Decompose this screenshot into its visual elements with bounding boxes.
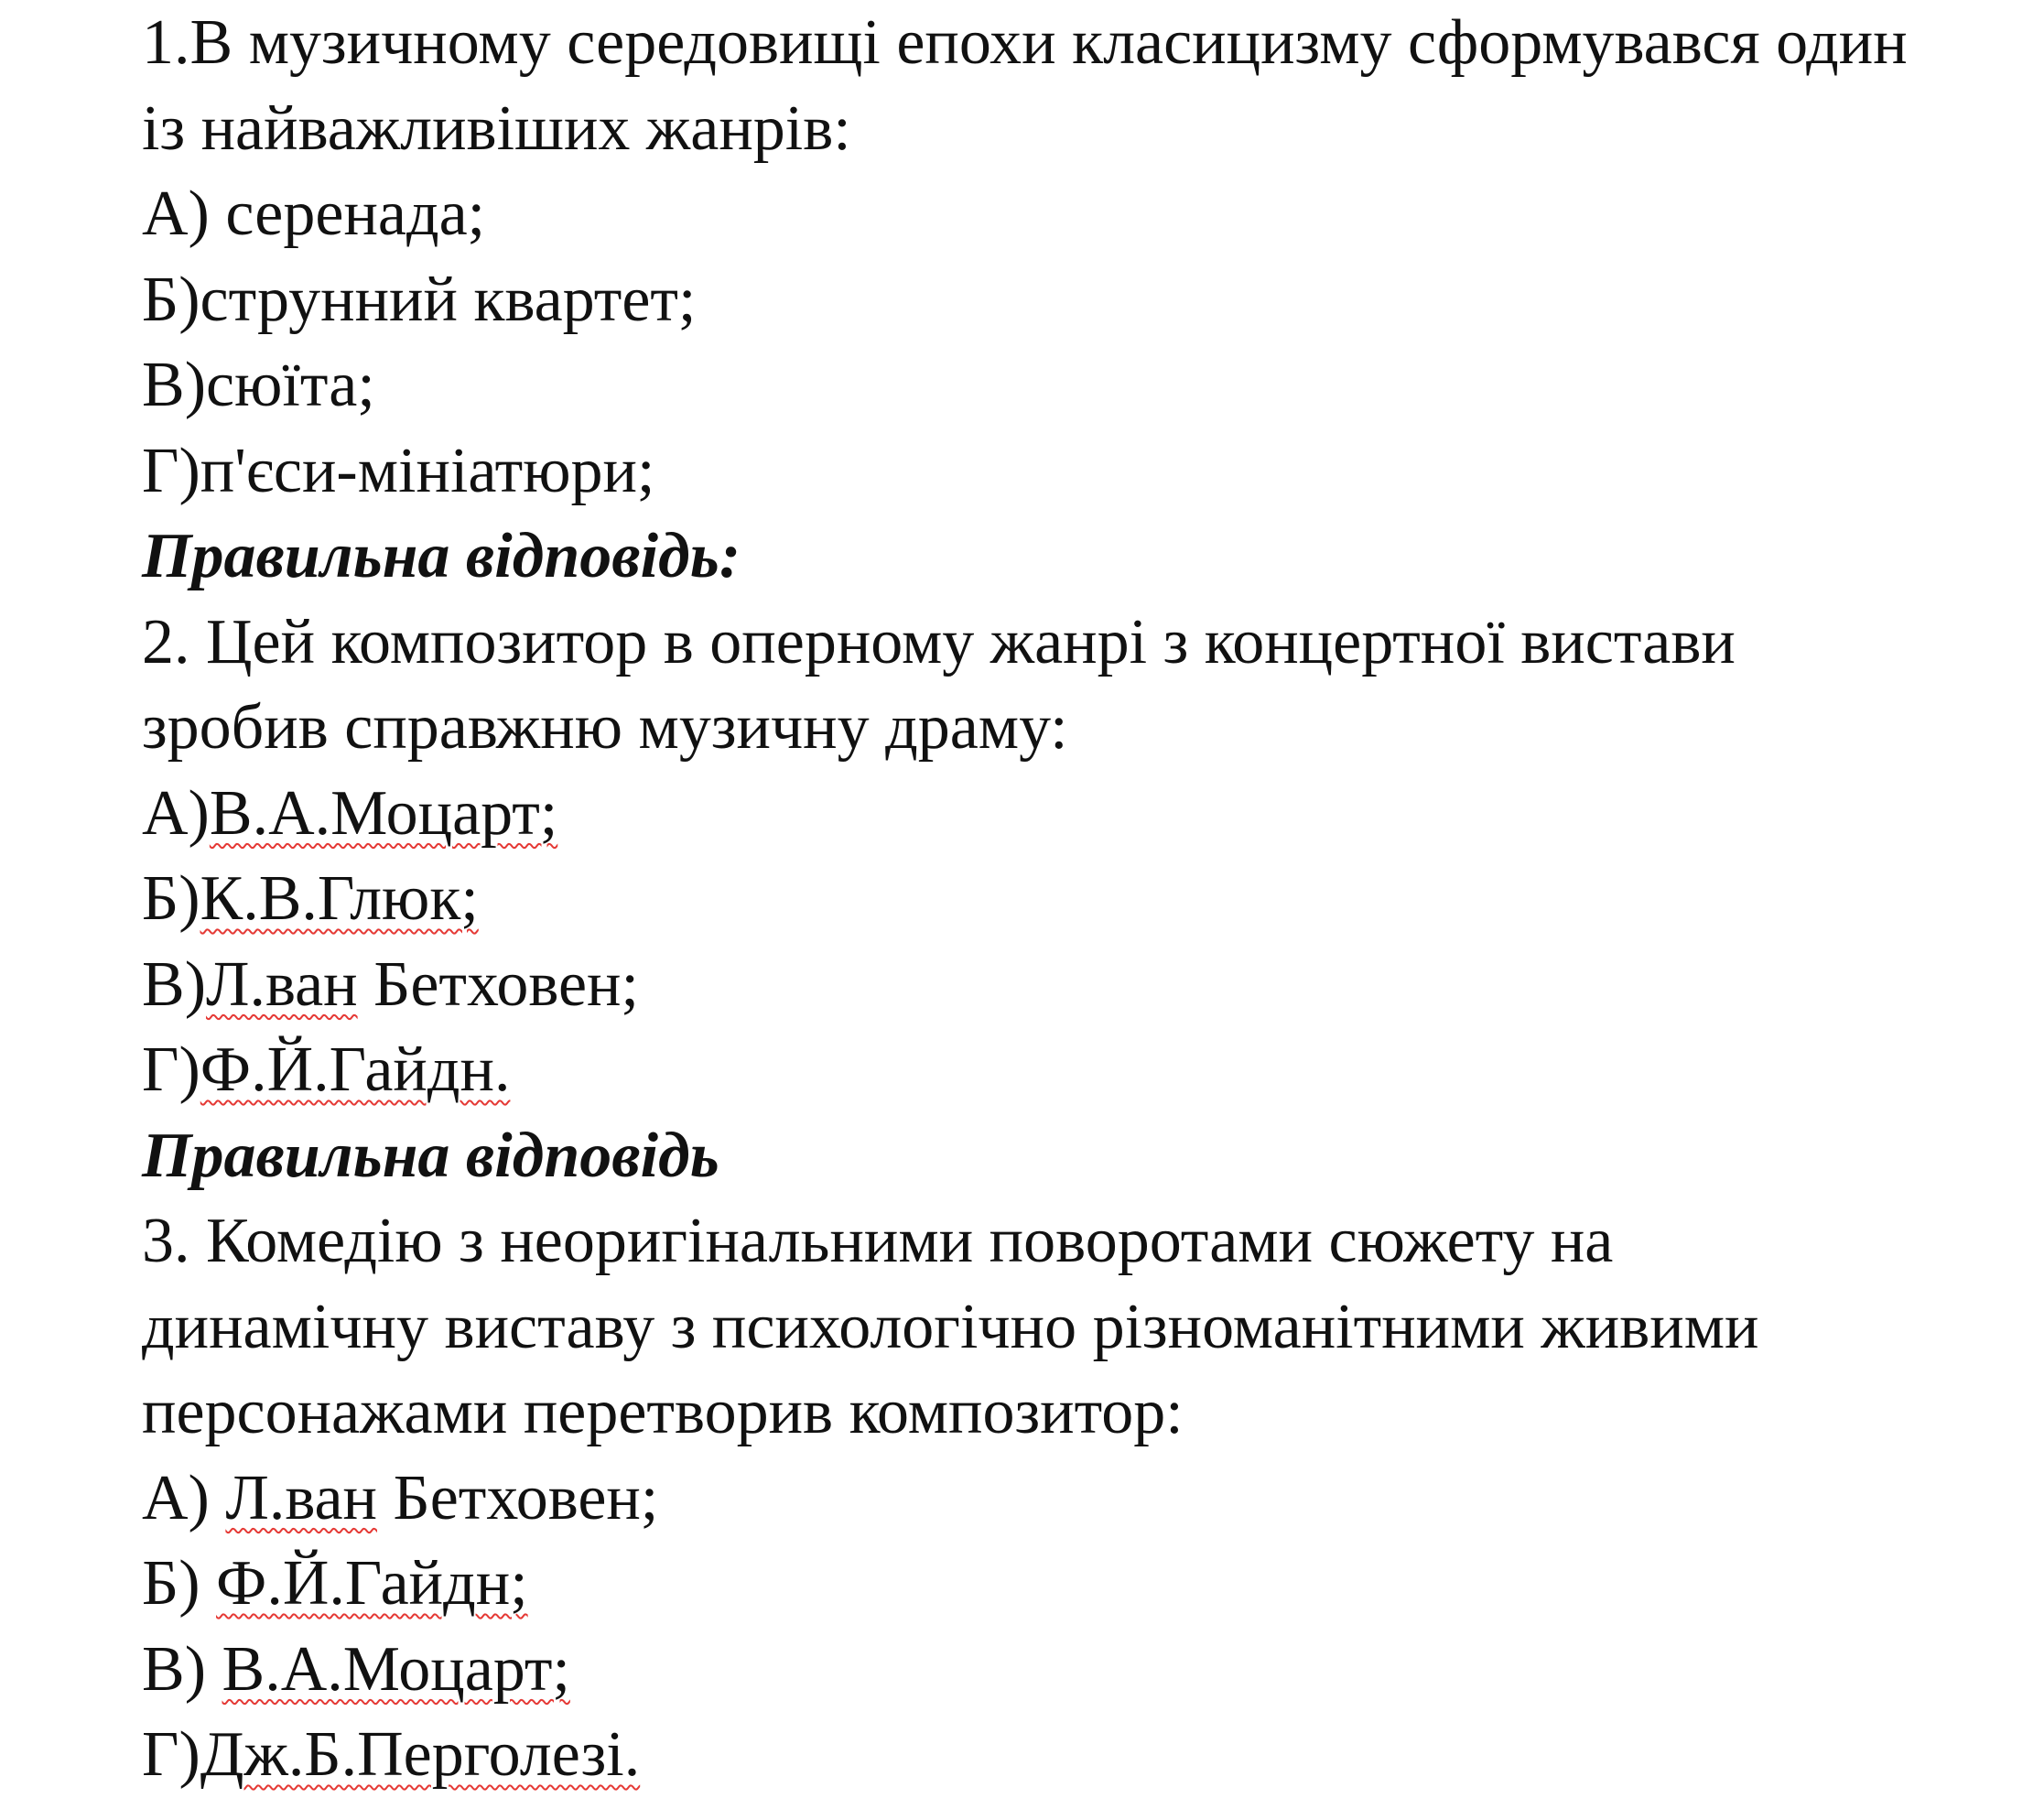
option-text: Дж.Б.Перголезі. bbox=[200, 1719, 641, 1790]
question-text-line: 3. Комедію з неоригінальними поворотами сюжету на bbox=[142, 1206, 1614, 1276]
question-text-line: 1.В музичному середовищі епохи класицизму сформувався один bbox=[142, 7, 1908, 78]
option-text: серенада; bbox=[225, 179, 486, 249]
question-text-line: 2. Цей композитор в оперному жанрі з концертної вистави bbox=[142, 606, 1736, 677]
option-text: Л.ван bbox=[225, 1462, 378, 1533]
option-prefix: В) bbox=[142, 1633, 222, 1705]
option-text: Л.ван bbox=[206, 948, 358, 1020]
option-prefix: А) bbox=[142, 1462, 226, 1533]
option-text: К.В.Глюк; bbox=[200, 863, 479, 934]
option-text: В.А.Моцарт; bbox=[222, 1633, 570, 1705]
answer-option-c bbox=[142, 942, 2009, 1028]
answer-option-b bbox=[142, 1541, 2009, 1627]
option-text-rest: Бетховен; bbox=[377, 1462, 659, 1533]
answer-option-d bbox=[142, 428, 2009, 514]
question-text-line: динамічну виставу з психологічно різноманітними живими bbox=[142, 1291, 1759, 1362]
option-text: струнний квартет; bbox=[200, 264, 697, 335]
answer-option-c bbox=[142, 342, 2009, 428]
option-text: сюїта; bbox=[206, 350, 375, 420]
question-1 bbox=[142, 0, 2009, 600]
option-prefix: Б) bbox=[142, 1548, 217, 1619]
option-text-rest: Бетховен; bbox=[357, 948, 639, 1020]
answer-option-b bbox=[142, 257, 2009, 343]
option-prefix: А) bbox=[142, 179, 226, 249]
answer-option-a bbox=[142, 771, 2009, 857]
question-text-line: персонажами перетворив композитор: bbox=[142, 1377, 1184, 1447]
option-prefix: В) bbox=[142, 350, 206, 420]
option-prefix: А) bbox=[142, 777, 210, 849]
option-prefix: Г) bbox=[142, 1719, 200, 1790]
option-text: Ф.Й.Гайдн. bbox=[200, 1034, 511, 1105]
question-text-line: із найважливіших жанрів: bbox=[142, 92, 851, 164]
option-prefix: Б) bbox=[142, 264, 200, 335]
correct-answer-label: Правильна відповідь bbox=[142, 1120, 719, 1191]
answer-option-d bbox=[142, 1027, 2009, 1113]
option-prefix: Г) bbox=[142, 1034, 200, 1105]
option-prefix: Г) bbox=[142, 435, 200, 506]
question-text-line: зробив справжню музичну драму: bbox=[142, 692, 1068, 763]
answer-option-b bbox=[142, 856, 2009, 942]
option-prefix: Б) bbox=[142, 863, 200, 934]
document-page bbox=[142, 0, 2009, 1798]
question-2 bbox=[142, 600, 2009, 1199]
option-text: В.А.Моцарт; bbox=[209, 777, 558, 849]
option-text: п'єси-мініатюри; bbox=[200, 435, 655, 506]
question-3 bbox=[142, 1198, 2009, 1798]
option-prefix: В) bbox=[142, 948, 206, 1020]
answer-option-a bbox=[142, 1456, 2009, 1542]
answer-option-c bbox=[142, 1627, 2009, 1713]
answer-option-a bbox=[142, 171, 2009, 257]
answer-option-d bbox=[142, 1712, 2009, 1798]
correct-answer-label: Правильна відповідь: bbox=[142, 521, 741, 591]
option-text: Ф.Й.Гайдн; bbox=[216, 1548, 528, 1619]
